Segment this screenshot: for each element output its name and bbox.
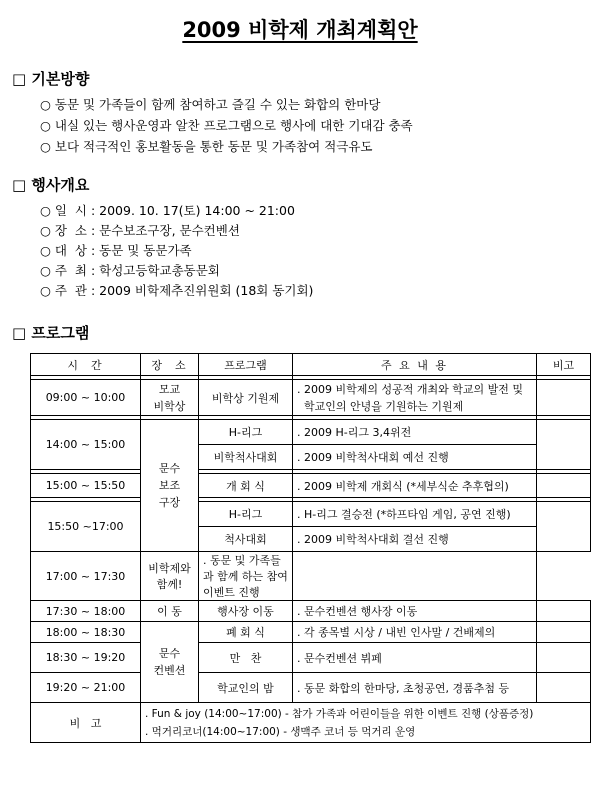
program-table	[30, 353, 591, 743]
program-cell: 학교인의 밤	[199, 673, 293, 703]
section-program-heading: □ 프로그램	[12, 324, 90, 342]
note-cell	[537, 673, 591, 703]
table-row	[31, 502, 591, 527]
note-cell	[537, 474, 591, 498]
table-row	[31, 643, 591, 673]
program-cell: H-리그	[199, 502, 293, 527]
list-item: ○ 대 상 : 동문 및 동문가족	[40, 243, 192, 258]
list-item: ○ 장 소 : 문수보조구장, 문수컨벤션	[40, 223, 240, 238]
content-cell: . 2009 H-리그 3,4위전	[293, 420, 537, 445]
time-cell: 18:30 ~ 19:20	[31, 643, 141, 673]
time-cell: 14:00 ~ 15:00	[31, 420, 141, 470]
content-cell: . 문수컨벤션 뷔페	[293, 643, 537, 673]
table-row	[31, 601, 591, 622]
table-row	[31, 622, 591, 643]
note-cell	[537, 502, 591, 552]
basic-direction-list	[40, 94, 413, 157]
table-row	[31, 420, 591, 445]
time-cell: 15:50 ~17:00	[31, 502, 141, 552]
remarks-label: 비 고	[31, 703, 141, 743]
program-cell: 척사대회	[199, 527, 293, 552]
remark-line: . 먹거리코너(14:00~17:00) - 생맥주 코너 등 먹거리 운영	[145, 725, 416, 738]
time-cell: 17:00 ~ 17:30	[31, 552, 141, 601]
list-item: ○ 주 관 : 2009 비학제추진위원회 (18회 동기회)	[40, 283, 314, 298]
place-cell: 모교 비학상	[141, 380, 199, 416]
place-cell: 문수 컨벤션	[141, 622, 199, 703]
header-note: 비고	[537, 354, 591, 376]
time-cell: 18:00 ~ 18:30	[31, 622, 141, 643]
program-cell: 행사장 이동	[199, 601, 293, 622]
note-cell	[537, 380, 591, 416]
table-row	[31, 474, 591, 498]
document-title: 2009 비학제 개최계획안	[182, 18, 418, 42]
program-cell: H-리그	[199, 420, 293, 445]
list-item: ○ 주 최 : 학성고등학교총동문회	[40, 263, 220, 278]
remarks-content	[141, 703, 591, 743]
header-place: 장 소	[141, 354, 199, 376]
program-cell: 비학제와 함께!	[141, 552, 199, 601]
content-cell: . 동문 및 가족들과 함께 하는 참여이벤트 진행	[199, 552, 293, 601]
list-item: ○ 내실 있는 행사운영과 알찬 프로그램으로 행사에 대한 기대감 충족	[40, 118, 413, 133]
content-cell: . 2009 비학척사대회 예선 진행	[293, 445, 537, 470]
section-overview-heading: □ 행사개요	[12, 176, 90, 194]
content-cell: . 동문 화합의 한마당, 초청공연, 경품추첨 등	[293, 673, 537, 703]
place-cell: 문수 보조 구장	[141, 420, 199, 552]
program-cell: 비학상 기원제	[199, 380, 293, 416]
section-basic-heading: □ 기본방향	[12, 70, 90, 88]
content-cell: . H-리그 결승전 (*하프타임 게임, 공연 진행)	[293, 502, 537, 527]
table-row	[31, 552, 591, 601]
content-cell: . 2009 비학척사대회 결선 진행	[293, 527, 537, 552]
content-cell: . 2009 비학제의 성공적 개최와 학교의 발전 및 학교인의 안녕을 기원하는 기원제	[293, 380, 537, 416]
table-row	[31, 673, 591, 703]
header-content: 주 요 내 용	[293, 354, 537, 376]
remark-line: . Fun & joy (14:00~17:00) - 참가 가족과 어린이들을 위한 이벤트 진행 (상품증정)	[145, 707, 534, 720]
content-cell: . 각 종목별 시상 / 내빈 인사말 / 건배제의	[293, 622, 537, 643]
note-cell	[537, 420, 591, 470]
note-cell	[537, 643, 591, 673]
table-header-row	[31, 354, 591, 376]
remarks-row	[31, 703, 591, 743]
time-cell: 09:00 ~ 10:00	[31, 380, 141, 416]
place-cell: 이 동	[141, 601, 199, 622]
program-cell: 폐 회 식	[199, 622, 293, 643]
program-cell: 비학척사대회	[199, 445, 293, 470]
time-cell: 17:30 ~ 18:00	[31, 601, 141, 622]
list-item: ○ 일 시 : 2009. 10. 17(토) 14:00 ~ 21:00	[40, 203, 295, 218]
program-cell: 만 찬	[199, 643, 293, 673]
header-time: 시 간	[31, 354, 141, 376]
list-item: ○ 동문 및 가족들이 함께 참여하고 즐길 수 있는 화합의 한마당	[40, 97, 381, 112]
note-cell	[537, 601, 591, 622]
list-item: ○ 보다 적극적인 홍보활동을 통한 동문 및 가족참여 적극유도	[40, 139, 373, 154]
content-cell: . 문수컨벤션 행사장 이동	[293, 601, 537, 622]
content-cell: . 2009 비학제 개회식 (*세부식순 추후협의)	[293, 474, 537, 498]
header-program: 프로그램	[199, 354, 293, 376]
program-cell: 개 회 식	[199, 474, 293, 498]
time-cell: 15:00 ~ 15:50	[31, 474, 141, 498]
note-cell	[537, 622, 591, 643]
time-cell: 19:20 ~ 21:00	[31, 673, 141, 703]
overview-list	[40, 201, 313, 301]
note-cell	[293, 552, 537, 601]
table-row	[31, 380, 591, 416]
